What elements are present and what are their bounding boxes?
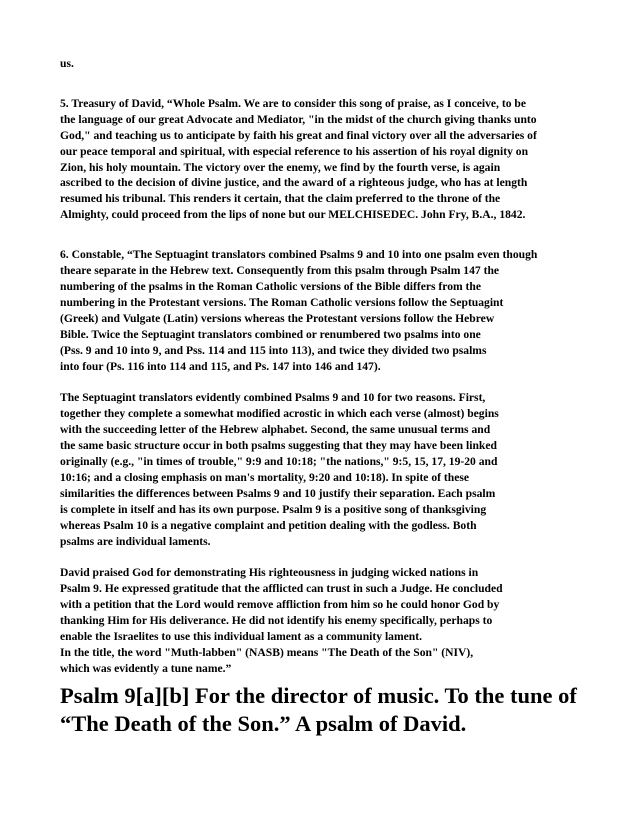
text-line: psalms are individual laments. <box>60 534 211 548</box>
text-line: numbering of the psalms in the Roman Catholic versions of the Bible differs from the <box>60 279 482 293</box>
text-line: the language of our great Advocate and Mediator, "in the midst of the church giving thanks unto <box>60 112 537 126</box>
paragraph-septuagint-reasons <box>60 390 580 549</box>
text-line: originally (e.g., "in times of trouble," 9:9 and 10:18; "the nations," 9:5, 15, 17, 19-20 and <box>60 455 498 469</box>
text-line: us. <box>60 57 74 70</box>
text-line: which was evidently a tune name.” <box>60 661 232 675</box>
text-line: with a petition that the Lord would remove affliction from him so he could honor God by <box>60 598 500 612</box>
text-line: 6. Constable, “The Septuagint translators combined Psalms 9 and 10 into one psalm even though <box>60 248 538 262</box>
text-line: Psalm 9. He expressed gratitude that the afflicted can trust in such a Judge. He concluded <box>60 582 503 596</box>
text-line: The Septuagint translators evidently combined Psalms 9 and 10 for two reasons. First, <box>60 391 486 405</box>
text-line: God," and teaching us to anticipate by faith his great and final victory over all the adversaries of <box>60 128 537 142</box>
text-line: theare separate in the Hebrew text. Consequently from this psalm through Psalm 147 the <box>60 264 500 278</box>
text-line: similarities the differences between Psalms 9 and 10 justify their separation. Each psalm <box>60 486 496 500</box>
text-line: the same basic structure occur in both psalms suggesting that they may have been linked <box>60 439 497 453</box>
text-line: ascribed to the decision of divine justice, and the award of a righteous judge, who has at length <box>60 176 528 190</box>
text-line: with the succeeding letter of the Hebrew alphabet. Second, the same unusual terms and <box>60 423 491 437</box>
paragraph-treasury-of-david <box>60 96 580 223</box>
psalm-heading <box>60 682 600 738</box>
text-line: Zion, his holy mountain. The victory over the enemy, we find by the fourth verse, is again <box>60 160 501 174</box>
text-line: In the title, the word "Muth-labben" (NASB) means "The Death of the Son" (NIV), <box>60 646 474 659</box>
text-line: resumed his tribunal. This renders it certain, that the claim preferred to the throne of the <box>60 192 501 206</box>
text-line: (Pss. 9 and 10 into 9, and Pss. 114 and 115 into 113), and twice they divided two psalms <box>60 343 487 357</box>
text-line: our peace temporal and spiritual, with especial reference to his assertion of his royal dignity on <box>60 144 529 158</box>
text-line: 10:16; and a closing emphasis on man's mortality, 9:20 and 10:18). In spite of these <box>60 470 470 484</box>
paragraph-constable <box>60 247 580 374</box>
psalm-heading-container <box>60 682 600 738</box>
text-line: enable the Israelites to use this individual lament as a community lament. <box>60 630 422 644</box>
text-line: together they complete a somewhat modified acrostic in which each verse (almost) begins <box>60 407 499 421</box>
text-line: is complete in itself and has its own purpose. Psalm 9 is a positive song of thanksgiving <box>60 502 487 516</box>
text-line: thanking Him for His deliverance. He did not identify his enemy specifically, perhaps to <box>60 614 493 628</box>
text-line: into four (Ps. 116 into 114 and 115, and Ps. 147 into 146 and 147). <box>60 359 381 373</box>
heading-line: Psalm 9[a][b] For the director of music. To the tune of <box>60 683 577 708</box>
text-line: whereas Psalm 10 is a negative complaint and petition dealing with the godless. Both <box>60 518 477 532</box>
text-line: Almighty, could proceed from the lips of none but our MELCHISEDEC. John Fry, B.A., 1842. <box>60 208 526 222</box>
paragraph-david-praised <box>60 565 580 676</box>
text-line: 5. Treasury of David, “Whole Psalm. We are to consider this song of praise, as I conceive, to be <box>60 96 526 110</box>
opening-text <box>60 56 580 72</box>
document-body <box>60 56 580 677</box>
text-line: numbering in the Protestant versions. The Roman Catholic versions follow the Septuagint <box>60 295 504 309</box>
text-line: Bible. Twice the Septuagint translators combined or renumbered two psalms into one <box>60 327 481 341</box>
text-line: (Greek) and Vulgate (Latin) versions whereas the Protestant versions follow the Hebrew <box>60 311 495 325</box>
heading-line: “The Death of the Son.” A psalm of David. <box>60 711 467 736</box>
text-line: David praised God for demonstrating His righteousness in judging wicked nations in <box>60 566 479 580</box>
